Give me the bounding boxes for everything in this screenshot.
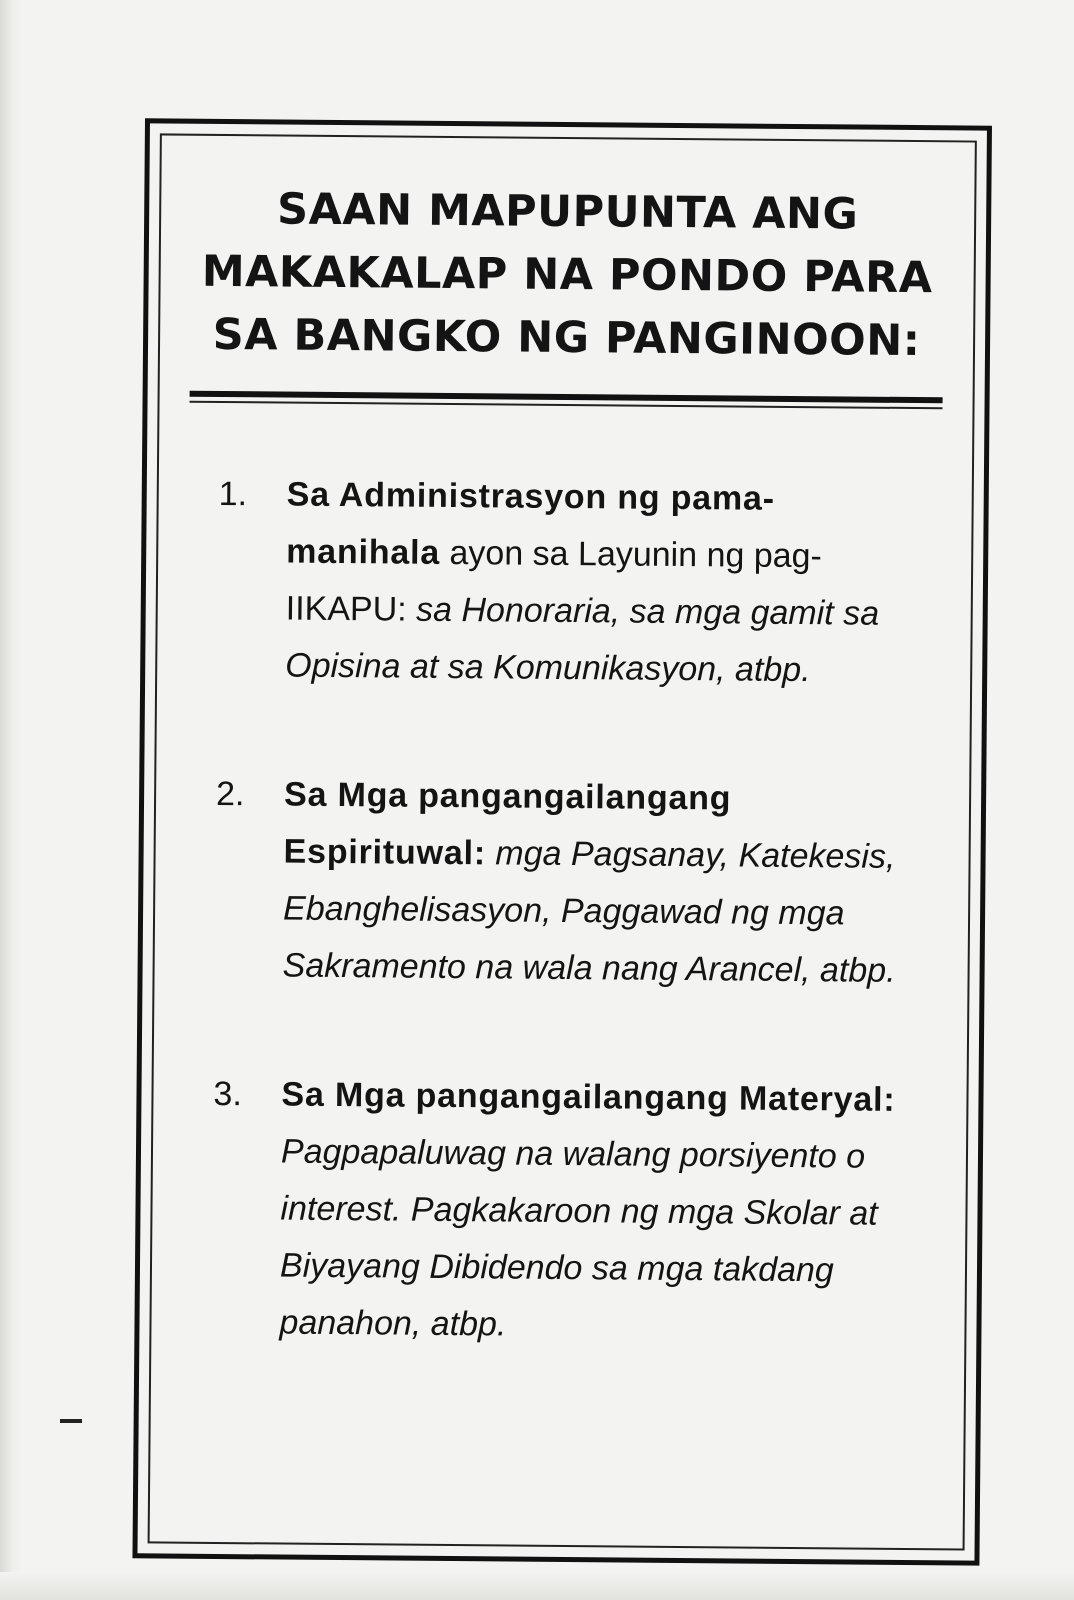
title-line-2: MAKAKALAP NA PONDO PARA (201, 246, 933, 304)
list-item (217, 466, 914, 700)
item-text: ayon sa Layunin ng pag-IIKAPU: (285, 533, 823, 629)
list-item (211, 1066, 908, 1357)
title-line-1: SAAN MAPUPUNTA ANG (276, 184, 859, 240)
item-number: 1. (218, 474, 248, 514)
title-divider (190, 391, 943, 410)
item-details: Pagpapaluwag na walang porsiyento o interest. Pagkakaroon ng mga Skolar at Biyayang Dibidendo sa mga takdang panahon, atbp. (279, 1132, 878, 1344)
fund-allocation-list (211, 466, 914, 1429)
item-number: 2. (215, 774, 245, 814)
page-edge-bottom (0, 1572, 1074, 1600)
spine-mark (60, 1419, 82, 1423)
item-heading: Sa Mga pangangailangang Materyal: (281, 1075, 896, 1119)
page-edge (0, 0, 22, 1600)
item-details: mga Pagsanay, Katekesis, Ebanghelisasyon, Paggawad ng mga Sakramento na wala nang Arancel, atbp. (282, 834, 896, 990)
inner-frame (148, 133, 977, 1550)
item-details: sa Honoraria, sa mga gamit sa Opisina at sa Komunikasyon, atbp. (285, 590, 880, 690)
double-border-frame (132, 118, 992, 1565)
title-line-3: SA BANGKO NG PANGINOON: (212, 309, 921, 367)
page-title (190, 178, 945, 374)
list-item (214, 766, 911, 1000)
item-heading: Sa Mga pangangailangang Espirituwal: (283, 775, 732, 873)
item-number: 3. (213, 1074, 243, 1114)
item-text (486, 834, 496, 872)
item-heading: Sa Administrasyon ng pama-manihala (286, 475, 775, 572)
